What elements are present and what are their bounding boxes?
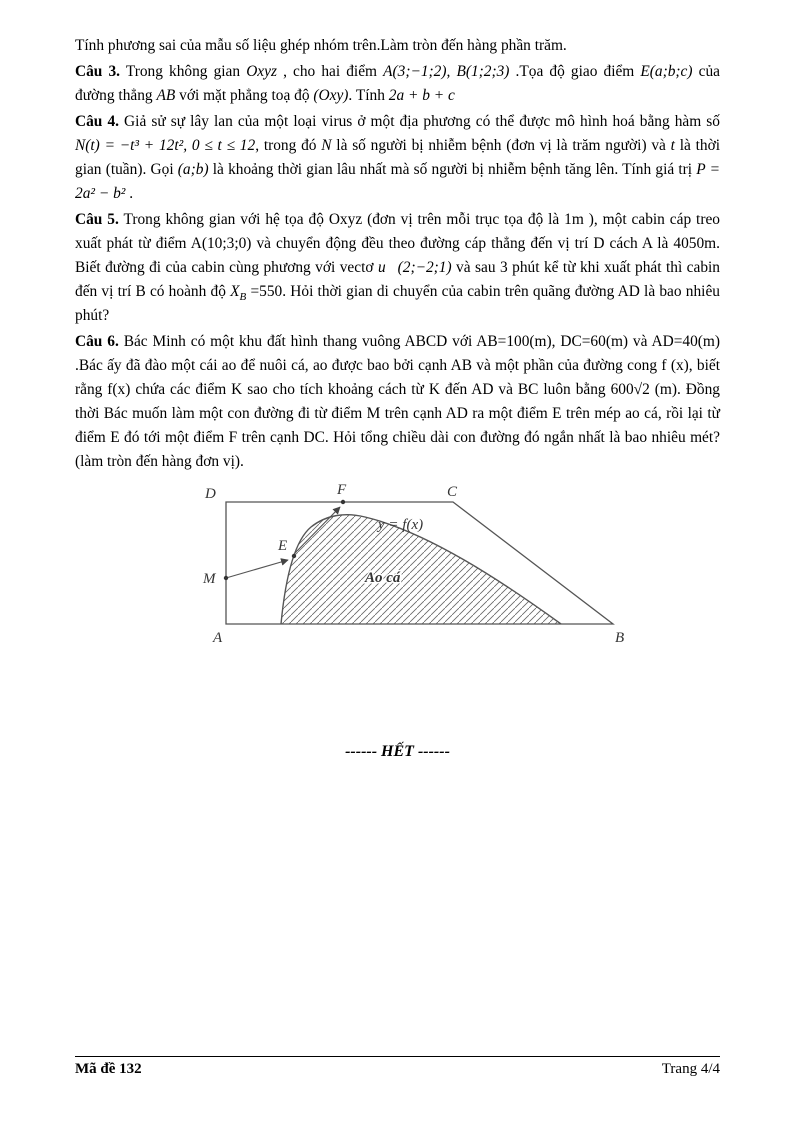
vertex-label-D: D xyxy=(205,486,216,502)
text-run: . xyxy=(125,185,134,202)
question-6-paragraph xyxy=(75,330,720,474)
vertex-label-A: A xyxy=(213,630,223,646)
text-run: là khoảng thời gian lâu nhất mà số người bị nhiễm bệnh tăng lên. Tính giá trị xyxy=(208,161,697,178)
math-run: Oxyz xyxy=(246,63,277,80)
segment-M-E xyxy=(226,560,288,578)
math-run: AB xyxy=(156,87,176,104)
point-label-E: E xyxy=(278,538,288,554)
text-run: Tính phương sai của mẫu số liệu ghép nhóm trên.Làm tròn đến hàng phần trăm. xyxy=(75,37,567,54)
trapezoid-pond-figure xyxy=(193,482,720,668)
math-run: N xyxy=(321,137,332,154)
math-run: 2a + b + c xyxy=(388,87,455,104)
math-sqrt-run: √2 xyxy=(633,381,650,398)
text-run: Giả sử sự lây lan của một loại virus ở một địa phương có thể được mô hình hoá bằng hàm số xyxy=(118,113,720,130)
point-M xyxy=(224,576,228,580)
math-run: N(t) = −t³ + 12t², 0 ≤ t ≤ 12 xyxy=(75,137,256,154)
text-run: (m). Đồng thời Bác muốn làm một con đường đi từ điểm M trên cạnh AD ra một điểm E trên mép ao cá, rồi lại từ điểm E đó tới một điểm F trên cạnh DC. Hỏi tổng chiều dài con đường đó ngắn nhất là bao nhiêu mét? (làm tròn đến hàng đơn vị). xyxy=(75,381,720,470)
text-run: Bác Minh có một khu đất hình thang vuông ABCD với AB=100(m), DC=60(m) và AD=40(m) .Bác ấy đã đào một cái ao để nuôi cá, ao được bao bởi cạnh AB và một phần của đường cong f (x), biết rằng f(x) chứa các điểm K sao cho tích khoảng cách từ K đến AD và BC luôn bằng 600 xyxy=(75,333,721,398)
point-F xyxy=(341,500,345,504)
text-run: ------ HẾT ------ xyxy=(345,743,450,760)
exam-code: Mã đề 132 xyxy=(75,1061,142,1077)
text-run: với mặt phẳng toạ độ xyxy=(175,87,314,104)
point-label-M: M xyxy=(203,571,216,587)
page-footer xyxy=(75,1056,720,1078)
question-5-label: Câu 5. xyxy=(75,211,119,228)
math-run: E(a;b;c) xyxy=(640,63,693,80)
question-4-label: Câu 4. xyxy=(75,113,119,130)
end-of-exam-mark xyxy=(75,740,720,764)
math-subscript: B xyxy=(239,291,247,304)
text-run: =550. Hỏi thời gian di chuyển của cabin trên quãng đường AD là bao nhiêu phút? xyxy=(75,283,720,324)
pond-label: Ao cá xyxy=(365,570,401,586)
text-run: của đường thẳng xyxy=(75,63,720,104)
vertex-label-B: B xyxy=(615,630,625,646)
math-run: t xyxy=(670,137,675,154)
math-run: X xyxy=(230,283,240,300)
point-E xyxy=(292,554,296,558)
text-run: là số người bị nhiễm bệnh (đơn vị là trăm người) và xyxy=(331,137,671,154)
text-run: là thời gian (tuần). Gọi xyxy=(75,137,720,178)
text-run: . Tính xyxy=(348,87,389,104)
point-label-F: F xyxy=(337,482,347,498)
math-run: (Oxy) xyxy=(313,87,349,104)
question-3-paragraph xyxy=(75,60,720,108)
text-run: , trong đó xyxy=(255,137,322,154)
page-number: Trang 4/4 xyxy=(661,1061,720,1077)
math-run: P = 2a² − b² xyxy=(75,161,720,202)
text-run: Trong không gian với hệ tọa độ Oxyz (đơn vị trên mỗi trục tọa độ là 1m ), một cabin cáp treo xuất phát từ điểm A(10;3;0) và chuyển động đều theo đường cáp thẳng đến vị trí D cách A là 4050m. Biết đường đi của cabin cùng phương với vectơ xyxy=(75,211,720,276)
question-4-paragraph xyxy=(75,110,720,206)
curve-label: y = f(x) xyxy=(378,517,424,533)
figure-canvas xyxy=(193,482,653,660)
intro-line xyxy=(75,34,720,58)
text-run: và sau 3 phút kể từ khi xuất phát thì cabin đến vị trí B có hoành độ xyxy=(75,259,721,300)
vertex-label-C: C xyxy=(447,484,458,500)
question-6-label: Câu 6. xyxy=(75,333,119,350)
text-run: .Tọa độ giao điểm xyxy=(509,63,641,80)
math-run: u⃗(2;−2;1) xyxy=(377,259,452,276)
text-run: Trong không gian xyxy=(120,63,247,80)
question-5-paragraph xyxy=(75,208,720,328)
math-run: A(3;−1;2), B(1;2;3) xyxy=(383,63,510,80)
text-run: , cho hai điểm xyxy=(276,63,384,80)
math-run: (a;b) xyxy=(177,161,209,178)
question-3-label: Câu 3. xyxy=(75,63,121,80)
